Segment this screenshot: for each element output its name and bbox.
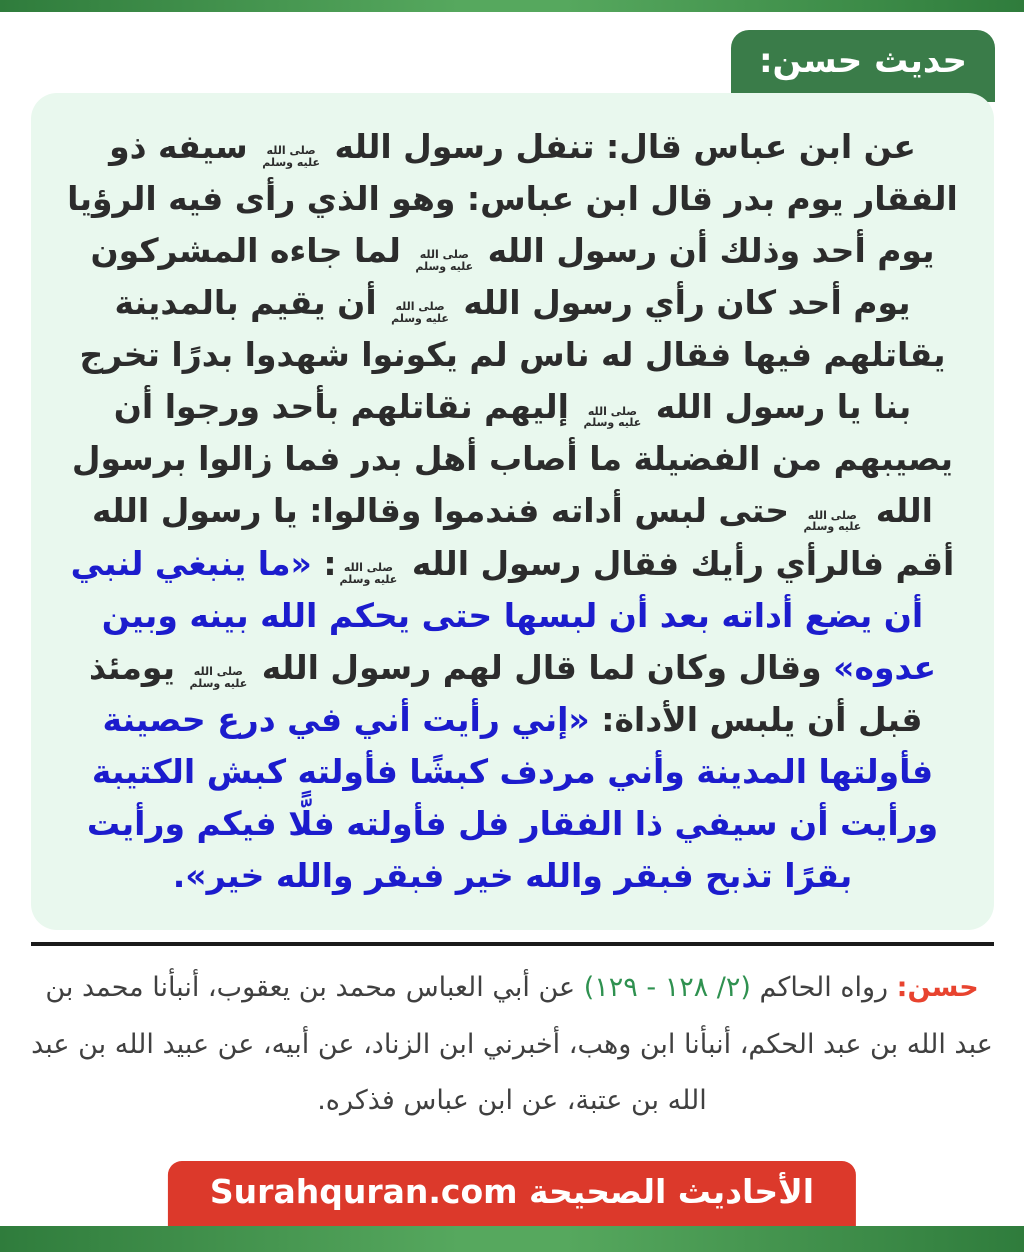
- text-segment-dark: عن ابن عباس قال: تنفل رسول الله: [323, 126, 916, 166]
- text-segment-dark: وقال وكان لما قال لهم رسول الله: [250, 647, 834, 687]
- text-segment-dark: رواه الحاكم: [750, 972, 897, 1003]
- text-segment-blue: «ما ينبغي لنبي أن يضع أداته بعد أن لبسها حتى يحكم الله بينه وبين عدوه»: [70, 543, 937, 687]
- bottom-accent-bar: [0, 1226, 1024, 1252]
- text-segment-dark: إليهم نقاتلهم بأحد ورجوا أن يصيبهم من الفضيلة ما أصاب أهل بدر فما زالوا برسول الله: [71, 387, 954, 531]
- text-segment-dark: لما جاءه المشركون يوم أحد كان رأي رسول الله: [90, 230, 911, 322]
- text-segment-dark: عن أبي العباس محمد بن يعقوب، أنبأنا محمد بن عبد الله بن عبد الحكم، أنبأنا ابن وهب، أخبرني ابن الزناد، عن أبيه، عن عبيد الله بن عبد الله بن عتبة، عن ابن عباس فذكره.: [31, 972, 993, 1117]
- saw-ligature: صلى الله عليه وسلم: [262, 144, 321, 169]
- saw-ligature: صلى الله عليه وسلم: [189, 665, 248, 690]
- text-segment-red: حسن:: [896, 972, 979, 1003]
- saw-ligature: صلى الله عليه وسلم: [583, 404, 642, 430]
- attribution-text: [26, 960, 998, 1130]
- separator-line: [31, 942, 994, 946]
- hadith-text-card: [31, 93, 994, 930]
- saw-ligature: صلى الله عليه وسلم: [415, 248, 474, 273]
- saw-ligature: صلى الله عليه وسلم: [803, 508, 862, 534]
- hadith-grade-label: حديث حسن:: [758, 41, 967, 81]
- text-segment-dark: يومئذ قبل أن يلبس الأداة:: [88, 647, 923, 739]
- text-segment-dark: :: [311, 543, 337, 583]
- text-segment-dark: حتى لبس أداته فندموا وقالوا: يا رسول الله أقم فالرأي رأيك فقال رسول الله: [92, 491, 955, 583]
- saw-ligature: صلى الله عليه وسلم: [339, 561, 398, 586]
- text-segment-green: (٢/ ١٢٨ - ١٢٩): [583, 972, 751, 1003]
- text-segment-dark: سيفه ذو الفقار يوم بدر قال ابن عباس: وهو الذي رأى فيه الرؤيا يوم أحد وذلك أن رسول الله: [67, 126, 958, 270]
- text-segment-dark: أن يقيم بالمدينة يقاتلهم فيها فقال له ناس لم يكونوا شهدوا بدرًا تخرج بنا يا رسول الله: [79, 282, 946, 427]
- saw-ligature: صلى الله عليه وسلم: [391, 300, 449, 325]
- hadith-text: [61, 121, 964, 903]
- text-segment-blue: «إني رأيت أني في درع حصينة فأولتها المدينة وأني مردف كبشًا فأولته كبش الكتيبة ورأيت أن سيفي ذا الفقار فل فأولته فلًّا فيكم ورأيت بقرًا تذبح فبقر والله خير فبقر والله خير».: [86, 699, 939, 896]
- website-button[interactable]: الأحاديث الصحيحة Surahquran.com: [168, 1161, 856, 1226]
